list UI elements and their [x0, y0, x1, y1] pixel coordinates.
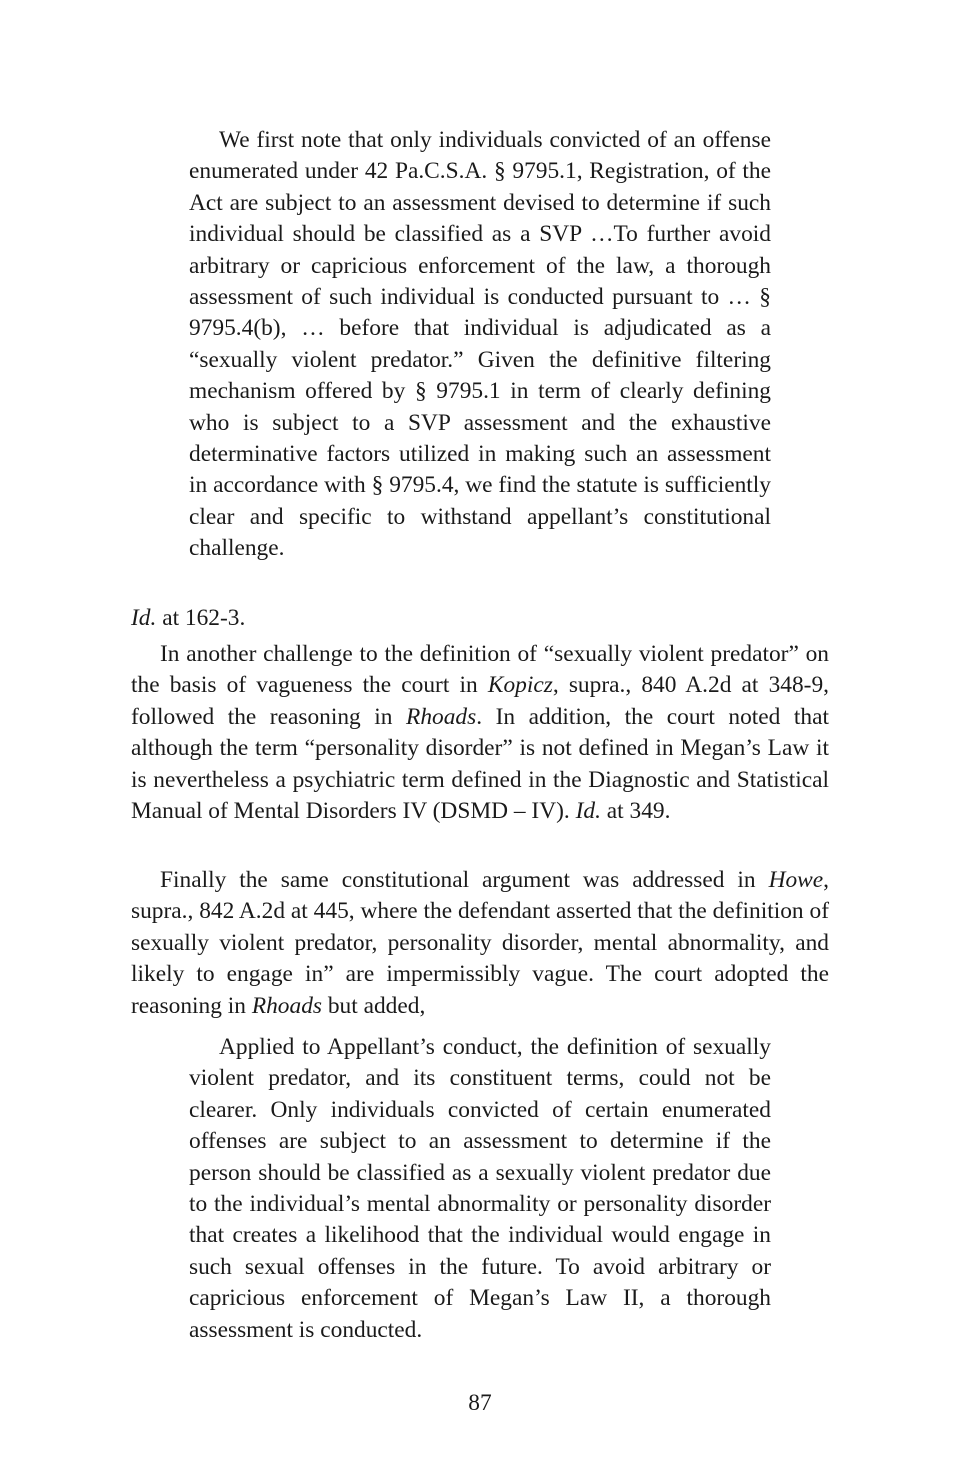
case-name-rhoads: Rhoads	[406, 703, 477, 730]
para2-text-3: but added,	[322, 992, 426, 1019]
para1-text-2: , supra., 840 A.2d at 348-9, followed the reasoning in	[131, 672, 829, 730]
block-quote-1: We first note that only individuals convicted of an offense enumerated under 42 Pa.C.S.A. § 9795.1, Registration, of the Act are subject to an assessment devised to determine if such individual should be classified as a SVP …To further avoid arbitrary or capricious enforcement of the law, a thorough assessment of such individual is conducted pursuant to … § 9795.4(b), … before that individual is adjudicated as a “sexually violent predator.” Given the definitive filtering mechanism offered by § 9795.1 in term of clearly defining who is subject to a SVP assessment and the exhaustive determinative factors utilized in making such an assessment in accordance with § 9795.4, we find the statute is sufficiently clear and specific to withstand appellant’s constitutional challenge.	[189, 127, 771, 562]
paragraph-kopicz	[131, 639, 829, 827]
citation-pages: at 162-3.	[156, 605, 246, 631]
paragraph-howe	[131, 865, 829, 1022]
citation	[131, 603, 829, 634]
para2-text-1: Finally the same constitutional argument was addressed in	[160, 867, 769, 893]
para1-text-4: at 349.	[600, 798, 671, 825]
para1-text-3: . In addition, the court noted that although the term “personality disorder” is not defined in Megan’s Law it is nevertheless a psychiatric term defined in the Diagnostic and Statistical Manual of Mental Disorders IV (DSMD – IV).	[131, 703, 829, 825]
page-number: 87	[468, 1390, 492, 1416]
para2-text-2: , supra., 842 A.2d at 445, where the defendant asserted that the definition of sexually violent predator, personality disorder, mental abnormality, and likely to engage in” are impermissibly vague. The court adopted the reasoning in	[131, 867, 829, 1019]
citation-id: Id.	[131, 605, 157, 631]
case-name-rhoads-2: Rhoads	[251, 992, 323, 1019]
block-quote-2: Applied to Appellant’s conduct, the definition of sexually violent predator, and its constituent terms, could not be clearer. Only individuals convicted of certain enumerated offenses are subject to an assessment to determine if the person should be classified as a sexually violent predator due to the individual’s mental abnormality or personality disorder that creates a likelihood that the individual would engage in such sexual offenses in the future. To avoid arbitrary or capricious enforcement of Megan’s Law II, a thorough assessment is conducted.	[189, 1034, 771, 1343]
case-name-kopicz: Kopicz	[487, 672, 553, 699]
para1-text-1: In another challenge to the definition of “sexually violent predator” on the basis of vagueness the court in	[131, 641, 829, 699]
case-name-howe: Howe	[768, 867, 824, 893]
para1-id: Id.	[575, 798, 601, 825]
